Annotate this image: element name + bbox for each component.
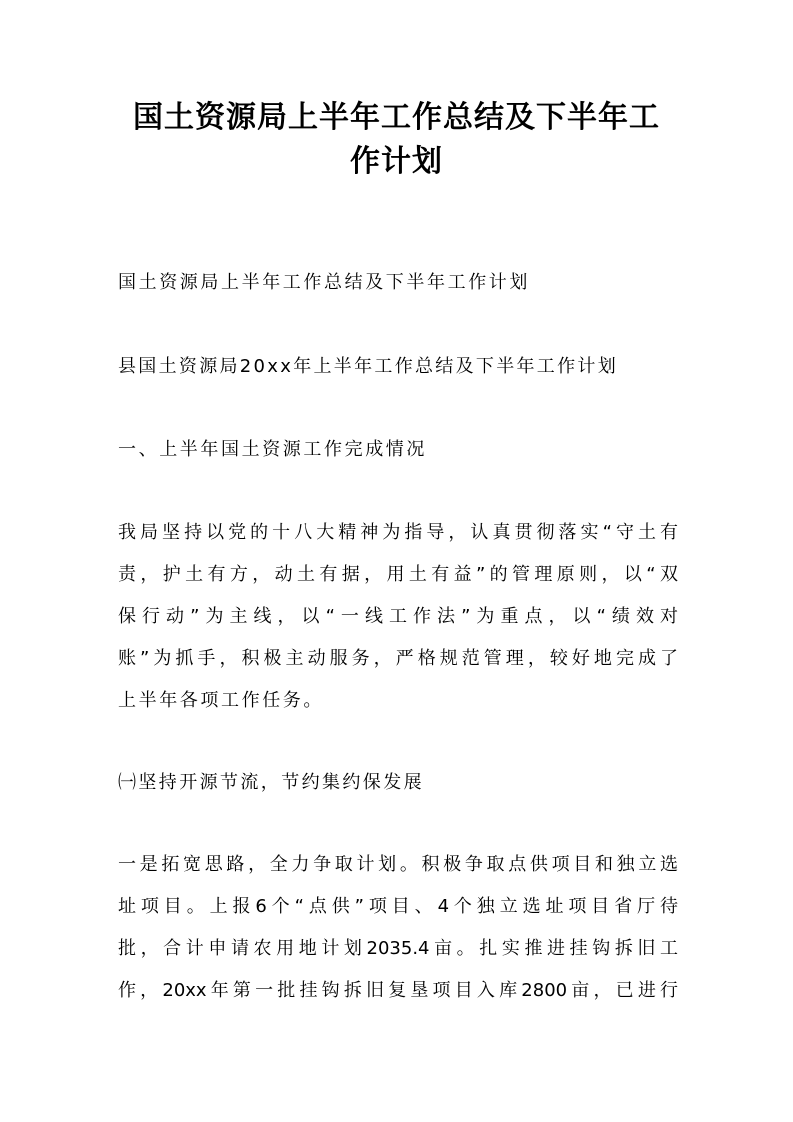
subsection-line: 作，20xx年第一批挂钩拆旧复垦项目入库2800亩，已进行 xyxy=(118,980,678,1001)
subsection-line: 址项目。上报6个“点供”项目、4个独立选址项目省厅待 xyxy=(118,896,678,917)
subsection-line: 一是拓宽思路，全力争取计划。积极争取点供项目和独立选 xyxy=(118,854,678,875)
intro-line: 账”为抓手，积极主动服务，严格规范管理，较好地完成了 xyxy=(118,648,678,669)
section-heading-1: 一、上半年国土资源工作完成情况 xyxy=(118,439,427,460)
intro-line: 责，护土有方，动土有据，用土有益”的管理原则，以“双 xyxy=(118,564,678,585)
intro-line: 上半年各项工作任务。 xyxy=(118,690,324,711)
document-title-line-2: 作计划 xyxy=(350,144,443,179)
document-subtitle: 国土资源局上半年工作总结及下半年工作计划 xyxy=(118,272,530,293)
document-full-heading: 县国土资源局20xx年上半年工作总结及下半年工作计划 xyxy=(118,356,619,377)
intro-line: 我局坚持以党的十八大精神为指导，认真贯彻落实“守土有 xyxy=(118,522,678,543)
subsection-heading-1: ㈠坚持开源节流，节约集约保发展 xyxy=(118,772,424,793)
document-title-line-1: 国土资源局上半年工作总结及下半年工 xyxy=(133,100,660,135)
intro-line: 保行动”为主线，以“一线工作法”为重点，以“绩效对 xyxy=(118,606,678,627)
subsection-line: 批，合计申请农用地计划2035.4亩。扎实推进挂钩拆旧工 xyxy=(118,938,678,959)
